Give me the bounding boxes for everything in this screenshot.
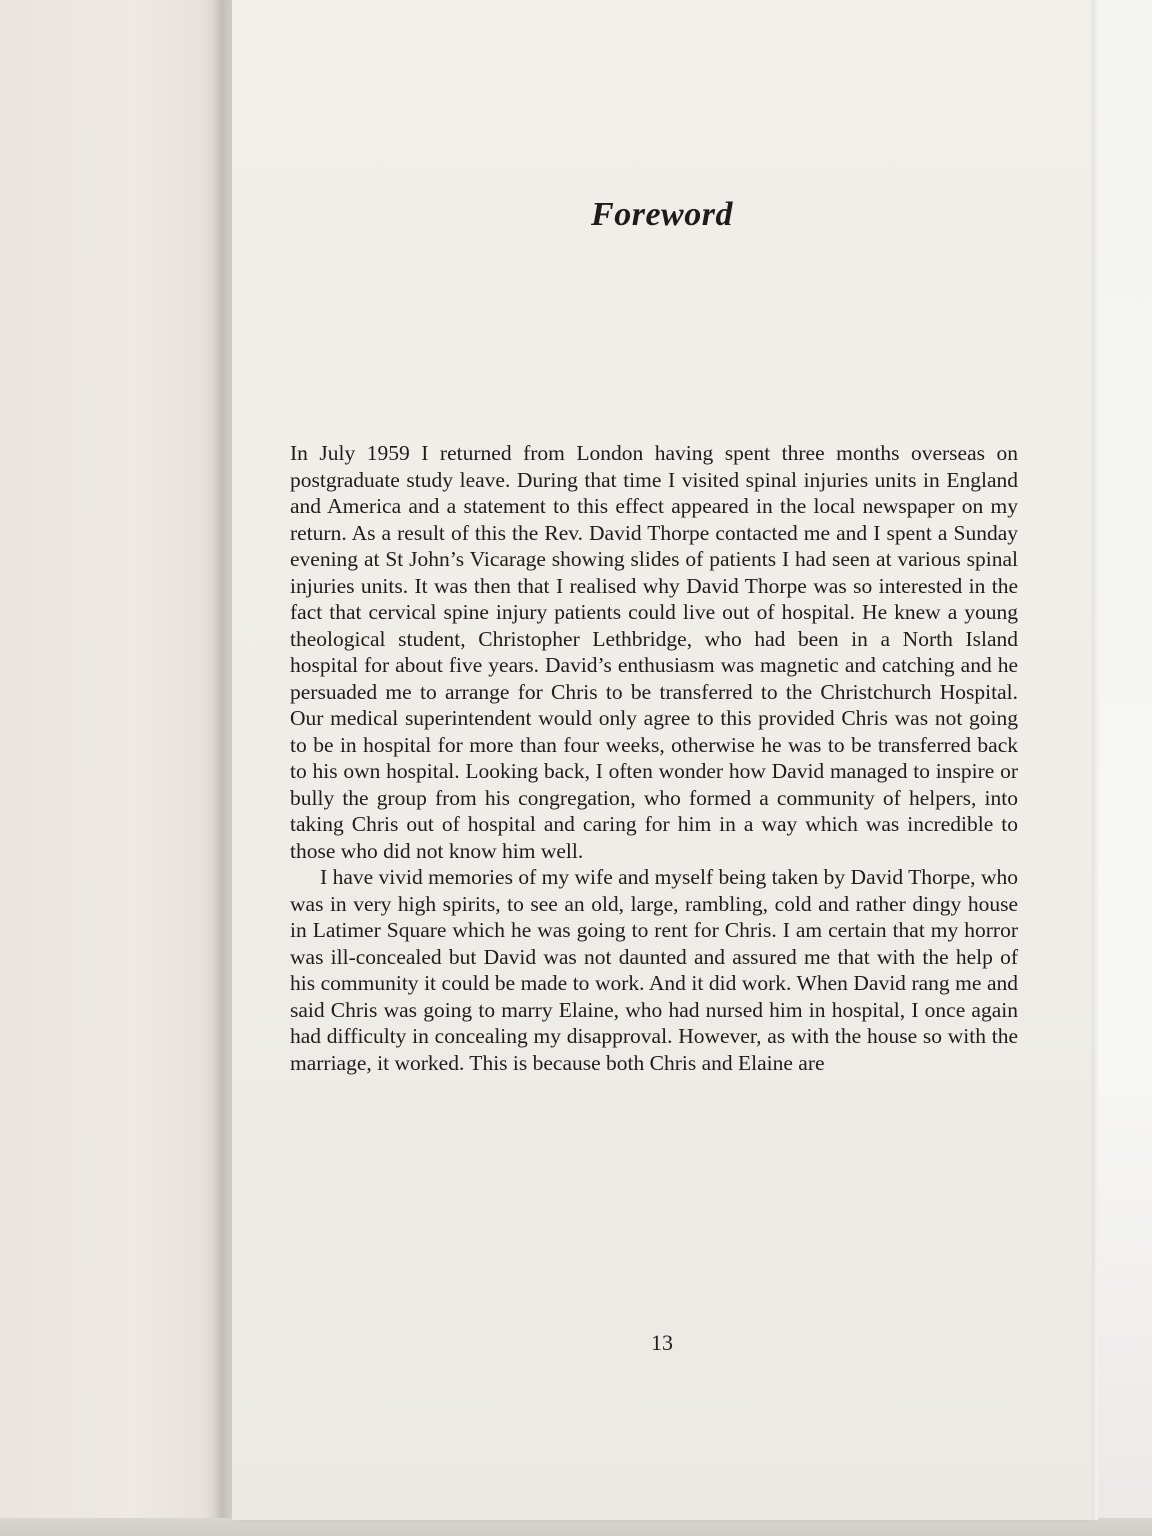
paragraph: In July 1959 I returned from London having spent three months overseas on postgraduate study leave. During that time I visited spinal injuries units in England and America and a statement to this effect appeared in the local newspaper on my return. As a result of this the Rev. David Thorpe contacted me and I spent a Sunday evening at St John’s Vicarage showing slides of patients I had seen at various spinal injuries units. It was then that I realised why David Thorpe was so interested in the fact that cervical spine injury patients could live out of hospital. He knew a young theological student, Christopher Lethbridge, who had been in a North Island hospital for about five years. David’s enthusiasm was magnetic and catching and he persuaded me to arrange for Chris to be transferred to the Christchurch Hospital. Our medical superintendent would only agree to this provided Chris was not going to be in hospital for more than four weeks, otherwise he was to be transferred back to his own hospital. Looking back, I often wonder how David managed to inspire or bully the group from his congregation, who formed a community of helpers, into taking Chris out of hospital and caring for him in a way which was incredible to those who did not know him well. <box>290 441 1018 863</box>
background <box>1092 0 1152 1536</box>
table-surface <box>0 1518 1152 1536</box>
body-text <box>290 440 1018 1076</box>
page-title: Foreword <box>591 196 733 233</box>
book-gutter <box>214 0 234 1536</box>
paragraph: I have vivid memories of my wife and myself being taken by David Thorpe, who was in very high spirits, to see an old, large, rambling, cold and rather dingy house in Latimer Square which he was going to rent for Chris. I am certain that my horror was ill-concealed but David was not daunted and assured me that with the help of his community it could be made to work. And it did work. When David rang me and said Chris was going to marry Elaine, who had nursed him in hospital, I once again had difficulty in concealing my disapproval. However, as with the house so with the marriage, it worked. This is because both Chris and Elaine are <box>290 865 1018 1075</box>
left-page <box>0 0 222 1536</box>
page-number: 13 <box>651 1330 673 1355</box>
